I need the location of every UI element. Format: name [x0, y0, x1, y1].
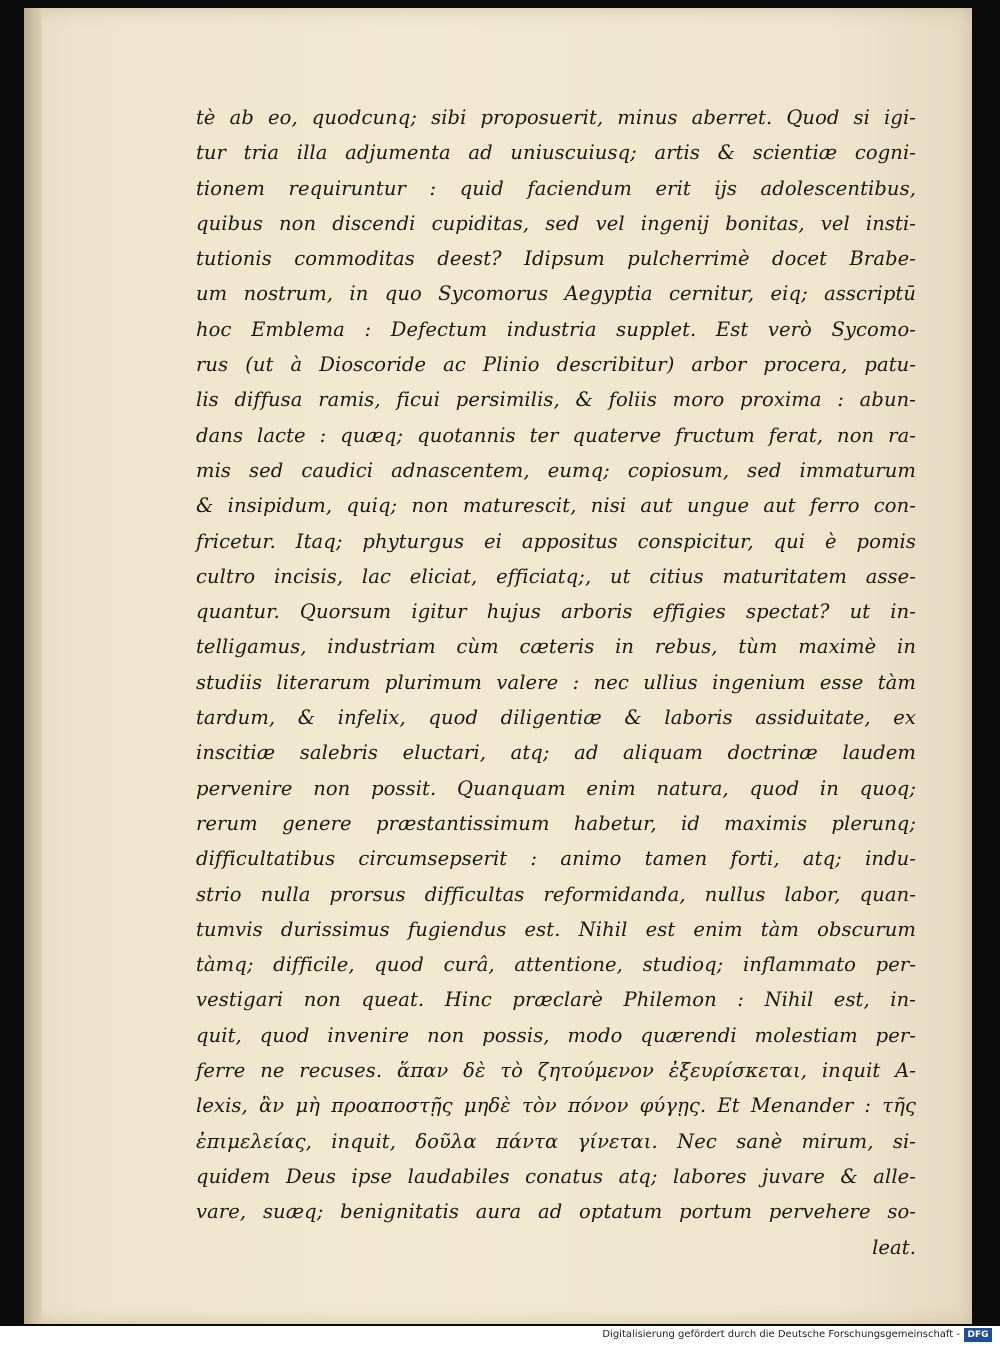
text-line: studiis literarum plurimum valere : nec ullius ingenium esse tàm [196, 670, 916, 694]
text-line: fricetur. Itaq; phyturgus ei appositus conspicitur, qui è pomis [196, 529, 916, 553]
text-line: tè ab eo, quodcunq; sibi proposuerit, minus aberret. Quod si igi- [196, 106, 916, 129]
text-line: lexis, ἂν μὴ προαποστῇς μηδὲ τὸν πόνον φύγῃς. Et Menander : τῆς [196, 1094, 916, 1118]
text-line: tàmq; difficile, quod curâ, attentione, studioq; inflammato per- [196, 953, 916, 977]
text-line: leat. [872, 1235, 916, 1259]
text-line: quit, quod invenire non possis, modo quærendi molestiam per- [196, 1023, 916, 1047]
text-line: inscitiæ salebris eluctari, atq; ad aliquam doctrinæ laudem [196, 741, 916, 765]
text-line: quantur. Quorsum igitur hujus arboris effigies spectat? ut in- [196, 600, 916, 624]
dfg-logo: DFG [964, 1328, 992, 1342]
text-line: hoc Emblema : Defectum industria supplet. Est verò Sycomo- [196, 317, 916, 341]
page-text [196, 100, 916, 1265]
text-line: um nostrum, in quo Sycomorus Aegyptia cernitur, eiq; asscriptū [196, 282, 916, 306]
text-line: ἐπιμελείας, inquit, δοῦλα πάντα γίνεται. Nec sanè mirum, si- [196, 1129, 916, 1153]
text-line: cultro incisis, lac eliciat, efficiatq;, ut citius maturitatem asse- [196, 564, 916, 588]
text-line: & insipidum, quiq; non maturescit, nisi aut ungue aut ferro con- [196, 494, 916, 518]
text-line: rus (ut à Dioscoride ac Plinio describitur) arbor procera, patu- [196, 353, 916, 377]
text-line: difficultatibus circumsepserit : animo tamen forti, atq; indu- [196, 847, 916, 871]
page-binding-edge [24, 8, 42, 1324]
text-line: tumvis durissimus fugiendus est. Nihil est enim tàm obscurum [196, 917, 916, 941]
text-line: quidem Deus ipse laudabiles conatus atq; labores juvare & alle- [196, 1164, 916, 1188]
funding-credit: Digitalisierung gefördert durch die Deutsche Forschungsgemeinschaft - [602, 1329, 960, 1340]
text-line: pervenire non possit. Quanquam enim natura, quod in quoq; [196, 776, 916, 800]
text-line: lis diffusa ramis, ficui persimilis, & foliis moro proxima : abun- [196, 388, 916, 412]
text-line: strio nulla prorsus difficultas reformidanda, nullus labor, quan- [196, 882, 916, 906]
text-line: telligamus, industriam cùm cæteris in rebus, tùm maximè in [196, 635, 916, 659]
text-line: tionem requiruntur : quid faciendum erit ijs adolescentibus, [196, 176, 916, 200]
text-line: tutionis commoditas deest? Idipsum pulcherrimè docet Brabe- [196, 247, 916, 271]
text-line: tardum, & infelix, quod diligentiæ & laboris assiduitate, ex [196, 706, 916, 730]
text-line: mis sed caudici adnascentem, eumq; copiosum, sed immaturum [196, 458, 916, 482]
text-line: dans lacte : quæq; quotannis ter quaterve fructum ferat, non ra- [196, 423, 916, 447]
text-line: rerum genere præstantissimum habetur, id maximis plerunq; [196, 811, 916, 835]
text-line: vare, suæq; benignitatis aura ad optatum portum pervehere so- [196, 1200, 916, 1224]
text-line: quibus non discendi cupiditas, sed vel ingenij bonitas, vel insti- [196, 211, 916, 235]
text-line: tur tria illa adjumenta ad uniuscuiusq; artis & scientiæ cogni- [196, 141, 916, 165]
text-line: ferre ne recuses. ἅπαν δὲ τὸ ζητούμενον ἐξευρίσκεται, inquit A- [196, 1059, 916, 1083]
text-line: vestigari non queat. Hinc præclarè Philemon : Nihil est, in- [196, 988, 916, 1012]
